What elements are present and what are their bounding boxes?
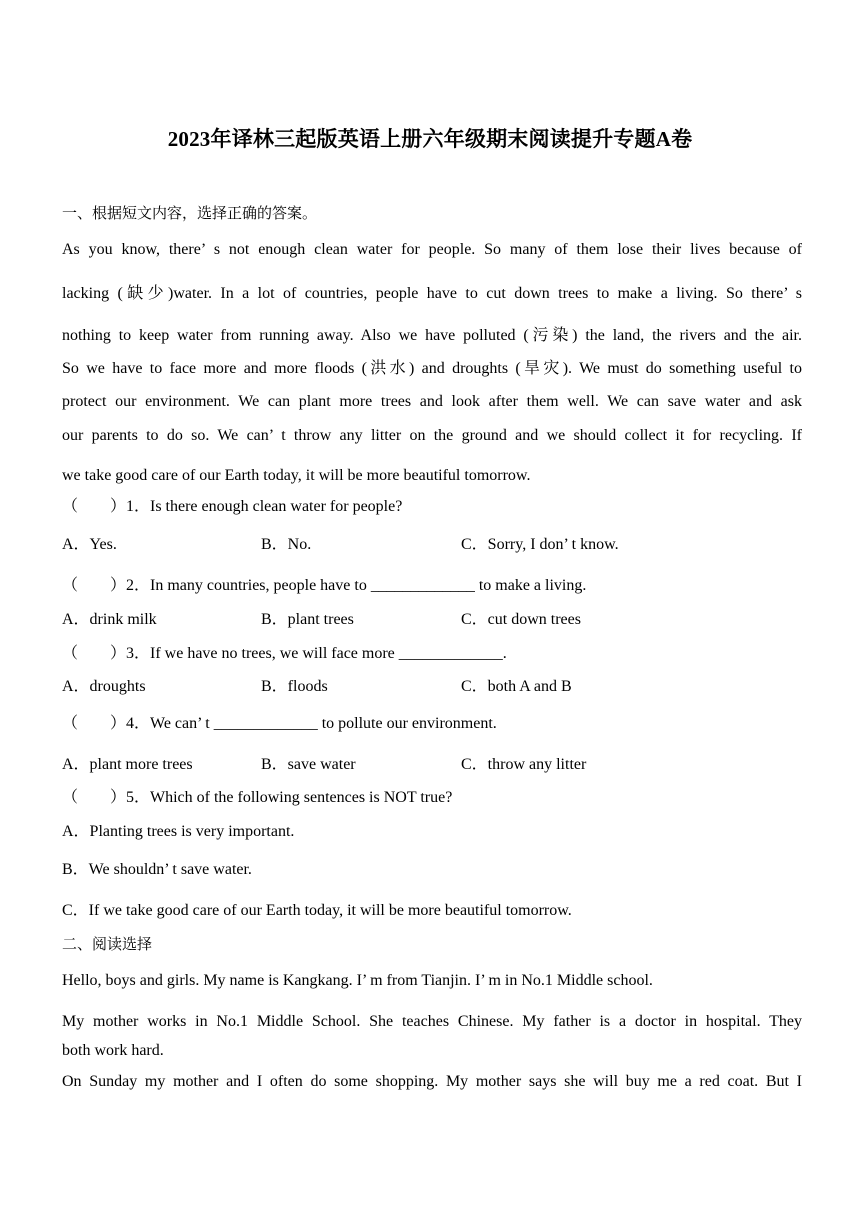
question-4-option-c[interactable]: C．throw any litter xyxy=(461,756,587,773)
question-4-option-b[interactable]: B．save water xyxy=(261,756,356,773)
passage-line: protect our environment. We can plant more trees and look after them well. We can save water and ask xyxy=(62,393,802,410)
question-2-option-b[interactable]: B．plant trees xyxy=(261,611,354,628)
passage-line: lacking (缺少)water. In a lot of countries, people have to cut down trees to make a living. So there’ s xyxy=(62,285,802,302)
question-5-option-a[interactable]: A．Planting trees is very important. xyxy=(62,823,295,840)
question-3-option-b[interactable]: B．floods xyxy=(261,678,328,695)
question-4-option-a[interactable]: A．plant more trees xyxy=(62,756,193,773)
passage-line: both work hard. xyxy=(62,1042,164,1059)
passage-line: My mother works in No.1 Middle School. She teaches Chinese. My father is a doctor in hospital. They xyxy=(62,1013,802,1030)
question-1-stem: （ ）1．Is there enough clean water for people? xyxy=(62,498,403,515)
question-2-option-c[interactable]: C．cut down trees xyxy=(461,611,581,628)
question-3-stem: （ ）3．If we have no trees, we will face more _____________. xyxy=(62,645,507,662)
question-3-option-c[interactable]: C．both A and B xyxy=(461,678,572,695)
question-2-option-a[interactable]: A．drink milk xyxy=(62,611,157,628)
question-4-stem: （ ）4．We can’ t _____________ to pollute our environment. xyxy=(62,715,497,732)
question-2-stem: （ ）2．In many countries, people have to _____________ to make a living. xyxy=(62,577,587,594)
question-5-option-c[interactable]: C．If we take good care of our Earth today, it will be more beautiful tomorrow. xyxy=(62,902,572,919)
passage-line: our parents to do so. We can’ t throw any litter on the ground and we should collect it for recycling. If xyxy=(62,427,802,444)
section-2-heading: 二、阅读选择 xyxy=(62,935,153,953)
passage-line: As you know, there’ s not enough clean water for people. So many of them lose their lives because of xyxy=(62,241,802,258)
section-1-heading: 一、根据短文内容，选择正确的答案。 xyxy=(62,204,318,222)
question-3-option-a[interactable]: A．droughts xyxy=(62,678,146,695)
passage-line: nothing to keep water from running away. Also we have polluted (污染) the land, the rivers and the air. xyxy=(62,327,802,344)
passage-line: Hello, boys and girls. My name is Kangkang. I’ m from Tianjin. I’ m in No.1 Middle school. xyxy=(62,972,653,989)
passage-line: On Sunday my mother and I often do some shopping. My mother says she will buy me a red coat. But I xyxy=(62,1073,802,1090)
question-5-stem: （ ）5．Which of the following sentences is NOT true? xyxy=(62,789,453,806)
question-1-option-b[interactable]: B．No. xyxy=(261,536,312,553)
question-1-option-a[interactable]: A．Yes. xyxy=(62,536,117,553)
passage-line: So we have to face more and more floods (洪水) and droughts (旱灾). We must do something useful to xyxy=(62,360,802,377)
document-title: 2023年译林三起版英语上册六年级期末阅读提升专题A卷 xyxy=(167,127,693,151)
question-1-option-c[interactable]: C．Sorry, I don’ t know. xyxy=(461,536,619,553)
passage-line: we take good care of our Earth today, it will be more beautiful tomorrow. xyxy=(62,467,531,484)
question-5-option-b[interactable]: B．We shouldn’ t save water. xyxy=(62,861,252,878)
